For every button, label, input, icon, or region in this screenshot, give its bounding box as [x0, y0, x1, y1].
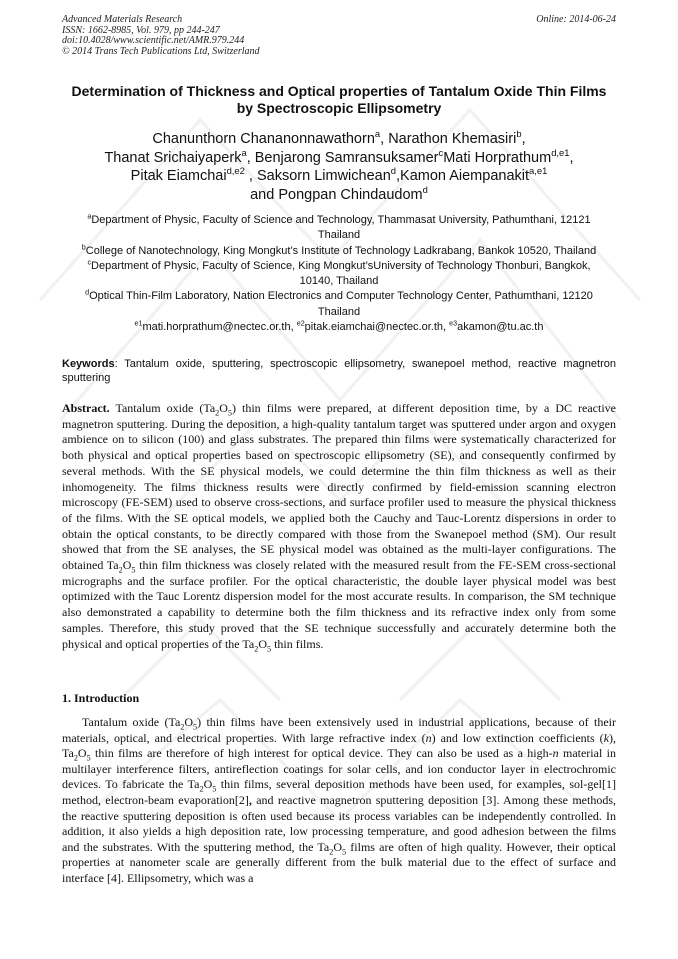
journal-name: Advanced Materials Research — [62, 14, 183, 25]
author-list: Chanunthorn Chananonnawathorn$^a$, Narathon Khemasiri$^b$, Thanat Srichaiyaperk$^a$, Benjarong Samransuksamer$^c$Mati Horprathum$^{d,e1}$, Pitak Eiamchai$^{d,e2}$ , Saksorn Limwichean$^d$,Kamon Aiempanakit$^{a,e1}$ and Pongpan Chindaudom$^d$ — [104, 128, 574, 203]
author-sup: d — [422, 183, 428, 195]
author-sup: d,e2 — [226, 165, 245, 177]
author: and Pongpan Chindaudom — [250, 186, 423, 203]
author-sup: b — [516, 128, 522, 140]
email-link[interactable]: mati.horprathum@nectec.or.th, — [142, 321, 297, 334]
email-link[interactable]: pitak.eiamchai@nectec.or.th, — [304, 321, 450, 334]
author: Thanat Srichaiyaperk — [104, 149, 242, 166]
author-sup: a — [241, 146, 247, 158]
author: Kamon Aiempanakit — [400, 168, 530, 185]
abstract: Abstract. Tantalum oxide $(Ta_2O_5)$ thin films were prepared, at different deposition time, by a DC reactive magnetron sputtering. During the deposition, a high-quality tantalum target was sputtered under argon and oxygen ambience on to silicon (100) and glass substrates. The prepared thin films were systematically characterized for both physical and optical properties based on spectroscopic ellipsometry (SE), and consequently confirmed by several methods. With the SE physical models, we could determine the thin film thickness as well as their inhomogeneity. The films thickness results were directly confirmed by field-emission scanning electron microscopy (FE-SEM) used to observe cross-sections, and surface profiler used to measure the physical thickness of the films. With the SE optical models, we applied both the Cauchy and Tauc-Lorentz dispersions in order to obtain the optical constants, to be directly compared with those from the Swanepoel method (SM). Our result showed that from the SE analyses, the SE physical model was obtained as the multi-layer configurations. The obtained $Ta_2O_5$ thin film thickness was closely related with the measured result from the FE-SEM cross-sectional micrographs and the surface profiler. For the optical characteristic, the double layer physical model was best optimized with the Tauc Lorentz dispersion model for the most accurate results. In comparison, the SM technique also demonstrated a capability to determine both the film thickness and its refractive index only from some samples. Therefore, this study proved that the SE technique successfully and accurately determine both the physical and optical properties of the $Ta_2O_5$ thin films. — [62, 401, 616, 653]
keywords-text: : Tantalum oxide, sputtering, spectroscopic ellipsometry, swanepoel method, reactive magnetron sputtering — [62, 358, 616, 385]
author-sup: d,e1 — [551, 146, 570, 158]
affiliation: $^d$Optical Thin-Film Laboratory, Nation Electronics and Computer Technology Center, Pathumthani, 12120 Thailand — [85, 288, 593, 318]
online-date: Online: 2014-06-24 — [536, 14, 616, 25]
issn: ISSN: 1662-8985, Vol. 979, pp 244-247 — [62, 24, 220, 36]
section-heading: 1. Introduction — [62, 691, 140, 705]
author: Narathon Khemasiri — [388, 131, 517, 147]
email-line: $^{e1}$mati.horprathum@nectec.or.th, $^{e2}$pitak.eiamchai@nectec.or.th, $^{e3}$akamon@tu.ac.th — [134, 319, 544, 334]
author-sup: d — [390, 165, 397, 177]
paper-title: Determination of Thickness and Optical properties of Tantalum Oxide Thin Films by Spectroscopic Ellipsometry — [71, 83, 607, 116]
keywords — [62, 357, 616, 386]
copyright: © 2014 Trans Tech Publications Ltd, Switzerland — [62, 45, 260, 57]
author: Pitak Eiamchai — [130, 168, 227, 185]
author-sup: a — [374, 128, 381, 140]
keywords-label: Keywords — [62, 358, 115, 370]
affiliation: $^a$Department of Physic, Faculty of Science and Technology, Thammasat University, Pathumthani, 12121 Thailand — [87, 212, 591, 242]
affiliations — [70, 213, 608, 335]
affiliation: $^b$College of Nanotechnology, King Mongkut’s Institute of Technology Ladkrabang, Bankok 10520, Thailand — [81, 242, 597, 257]
introduction-paragraph: Tantalum oxide $(Ta_2O_5)$ thin films have been extensively used in industrial applications, because of their materials, optical, and electrical properties. With large refractive index (n) and low extinction coefficients (k), $Ta_2O_5$ thin films are therefore of high interest for optical device. They can also be used as a high-n material in multilayer interference filters, antireflection coatings for solar cells, and ion conductor layer in electrochromic devices. To fabricate the $Ta_2O_5$ thin films, several deposition methods have been used, for examples, sol-gel[1] method, electron-beam evaporation[2], and reactive magnetron sputtering deposition [3]. Among these methods, the reactive sputtering deposition is often used because its process variables can be independently controlled. In addition, it also yields a high deposition rate, low processing temperature, and good adhesion between the films and the substrates. With the sputtering method, the $Ta_2O_5$ films are often of high quality. However, their optical properties at nanometer scale are generally different from the bulk material due to the effect of surface and interface [4]. Ellipsometry, which was a — [62, 715, 617, 885]
email-link[interactable]: akamon@tu.ac.th — [457, 321, 544, 334]
publication-header — [62, 15, 260, 57]
affiliation: $^c$Department of Physic, Faculty of Science, King Mongkut’sUniversity of Technology Thonburi, Bangkok, 10140, Thailand — [87, 258, 591, 288]
author: Mati Horprathum — [443, 149, 552, 166]
author: Saksorn Limwichean — [256, 168, 391, 185]
abstract-label: Abstract. — [62, 401, 110, 415]
author: Chanunthorn Chananonnawathorn — [152, 131, 375, 147]
author-sup: a,e1 — [529, 165, 548, 177]
author: Benjarong Samransuksamer — [254, 149, 439, 166]
doi: doi:10.4028/www.scientific.net/AMR.979.244 — [62, 35, 245, 46]
author-sup: c — [438, 146, 444, 158]
